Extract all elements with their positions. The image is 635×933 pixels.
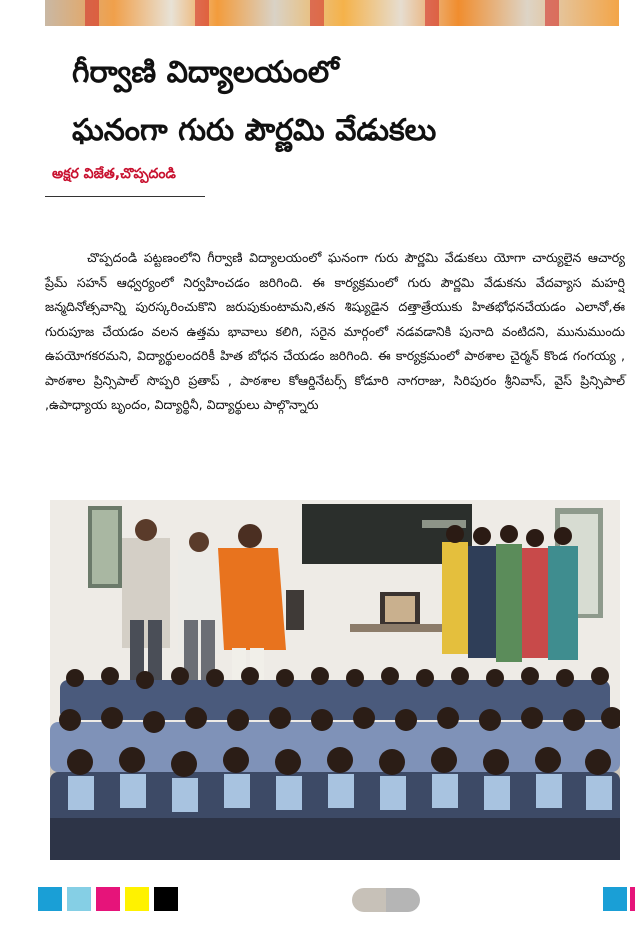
right-registration-marks bbox=[603, 887, 635, 911]
nav-pill-left[interactable] bbox=[352, 888, 386, 912]
swatch-light-cyan bbox=[67, 887, 91, 911]
swatch-black bbox=[154, 887, 178, 911]
swatch-yellow bbox=[125, 887, 149, 911]
swatch-cyan bbox=[38, 887, 62, 911]
mark-magenta bbox=[630, 887, 635, 911]
page-nav-pill[interactable] bbox=[352, 888, 420, 912]
article-body bbox=[45, 246, 625, 418]
nav-pill-right[interactable] bbox=[386, 888, 420, 912]
byline-underline bbox=[45, 196, 205, 197]
article-body-text: చొప్పదండి పట్టణంలోని గీర్వాణి విద్యాలయంలో ఘనంగా గురు పౌర్ణమి వేడుకలు యోగా చార్యులైన ఆచార్య ప్రేమ్ సహన్ ఆధ్వర్యంలో నిర్వహించడం జరిగింది. ఈ కార్యక్రమంలో గురు పౌర్ణమి వేడుకను వేదవ్యాస మహర్షి జన్మదినోత్సవాన్ని పురస్కరించుకొని జరుపుకుంటామని,తన శిష్యుడైన దత్తాత్రేయుకు హితభోధనచేయడం ఎలానో,ఈ గురుపూజ చేయడం వలన ఉత్తమ భావాలు కలిగి, సరైన మార్గంలో నడవడానికి పునాది వంటిదని, మునుముందు ఉపయోగకరమని, విద్యార్థులందరికీ హిత బోధన చేయడం జరిగింది. ఈ కార్యక్రమంలో పాఠశాల చైర్మన్ కొండ గంగయ్య , పాఠశాల ప్రిన్సిపాల్ సొప్పరి ప్రతాప్ , పాఠశాల కోఆర్డినేటర్స్ కోడూరి నాగరాజు, సిరిపురం శ్రీనివాస్, వైస్ ప్రిన్సిపాల్ ,ఉపాధ్యాయ బృందం, విద్యార్థినీ, విద్యార్థులు పాల్గొన్నారు bbox=[45, 250, 625, 412]
byline: అక్షర విజేత,చొప్పదండి bbox=[52, 166, 176, 182]
article-headline bbox=[72, 44, 612, 160]
color-registration-swatches bbox=[38, 887, 183, 911]
top-photo-strip bbox=[45, 0, 619, 26]
headline-line-2: ఘనంగా గురు పౌర్ణమి వేడుకలు bbox=[72, 113, 437, 148]
swatch-magenta bbox=[96, 887, 120, 911]
headline-line-1: గీర్వాణి విద్యాలయంలో bbox=[72, 55, 339, 90]
mark-cyan bbox=[603, 887, 627, 911]
school-group-photo bbox=[50, 500, 620, 860]
